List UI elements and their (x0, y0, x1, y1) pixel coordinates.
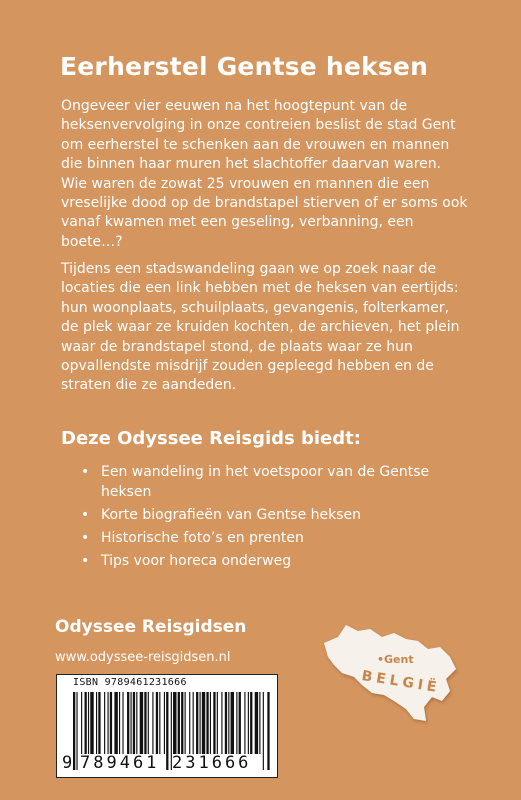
book-title: Eerherstel Gentse heksen (60, 52, 429, 81)
barcode-bar (255, 692, 258, 754)
barcode-bar (263, 692, 264, 770)
barcode-bar (206, 692, 208, 754)
barcode-bar (189, 692, 190, 754)
barcode-bar (259, 692, 260, 754)
barcode-bar (81, 692, 82, 754)
barcode-bar (210, 692, 211, 754)
barcode-bar (217, 692, 218, 754)
barcode-bar (114, 692, 117, 754)
barcode-bar (73, 692, 75, 770)
publisher-url: www.odyssee-reisgidsen.nl (55, 650, 231, 665)
barcode-bar (90, 692, 93, 754)
barcode-bar (127, 692, 129, 754)
barcode-bar (164, 692, 165, 754)
list-item-text: Tips voor horeca onderweg (101, 553, 292, 569)
barcode-bar (122, 692, 123, 754)
barcode-first-digit: 9 (62, 753, 73, 773)
barcode-bar (231, 692, 234, 754)
barcode-right-digits: 231666 (172, 753, 252, 773)
barcode-bar (213, 692, 215, 754)
barcode-bar (250, 692, 252, 754)
barcode-bar (144, 692, 146, 754)
list-item-text: Historische foto’s en prenten (101, 530, 304, 546)
barcode-bar (267, 692, 269, 770)
barcode-bar (104, 692, 105, 754)
barcode-bar (136, 692, 137, 754)
barcode-bar (148, 692, 149, 754)
barcode-left-digits: 789461 (80, 753, 160, 773)
barcode-bar (98, 692, 100, 754)
barcode-bar (181, 692, 183, 754)
barcode-bar (96, 692, 97, 754)
barcode-bar (140, 692, 143, 754)
barcode-bar (225, 692, 227, 754)
publisher-name: Odyssee Reisgidsen (55, 617, 247, 637)
bullet-icon: • (81, 553, 90, 569)
list-item-text: Een wandeling in het voetspoor van de Gentse heksen (101, 464, 430, 500)
bullet-icon: • (81, 530, 90, 546)
barcode-bar (131, 692, 132, 754)
barcode-bar (76, 692, 77, 770)
bullet-icon: • (81, 464, 90, 480)
barcode-bar (244, 692, 245, 754)
barcode-bar (196, 692, 198, 754)
barcode-bar (156, 692, 158, 754)
barcode-bar (202, 692, 205, 754)
intro-paragraph: Ongeveer vier eeuwen na het hoogtepunt van de heksenvervolging in onze contreien beslist de stad Gent om eerherstel te schenken aan de vrouwen en mannen die binnen haar muren het slachtoffer daarvan waren. Wie waren de zowat 25 vrouwen en mannen die een vreselijke dood op de brandstapel stierven of er soms ook vanaf kwamen met een geseling, verbanning, een boete…? (61, 98, 468, 250)
walk-paragraph: Tijdens een stadswandeling gaan we op zoek naar de locaties die een link hebben met de heksen van eertijds: hun woonplaats, schuilplaats, gevangenis, folterkamer, de plek waar ze kruiden kochten, de archieven, het plein waar de brandstapel stond, de plaats waar ze hun opvallendste misdrijf zouden gepleegd hebben en de straten die ze aandeden. (61, 261, 460, 394)
barcode-bar (159, 692, 160, 754)
features-heading: Deze Odyssee Reisgids biedt: (61, 428, 361, 449)
barcode-bar (239, 692, 241, 754)
map-city-label: •Gent (377, 653, 414, 666)
bullet-icon: • (81, 507, 90, 523)
barcode-bar (85, 692, 87, 754)
list-item-text: Korte biografieën van Gentse heksen (101, 507, 362, 523)
barcode-bar (88, 692, 89, 754)
barcode-bar (173, 692, 176, 754)
barcode-bar (248, 692, 249, 754)
barcode-bar (236, 692, 237, 754)
barcode-bar (119, 692, 120, 754)
isbn-label: ISBN 9789461231666 (73, 677, 187, 688)
barcode-bar (152, 692, 153, 754)
barcode-bar (200, 692, 201, 754)
barcode-bar (133, 692, 135, 754)
barcode-bar (221, 692, 222, 754)
barcode-bar (228, 692, 229, 754)
barcode-bar (193, 692, 194, 754)
barcode-bar (178, 692, 180, 754)
barcode-bar (110, 692, 112, 754)
barcode-bar (108, 692, 109, 754)
map-country-label: BELGIË (360, 668, 442, 697)
barcode-bar (166, 692, 168, 770)
barcode-bar (185, 692, 186, 754)
